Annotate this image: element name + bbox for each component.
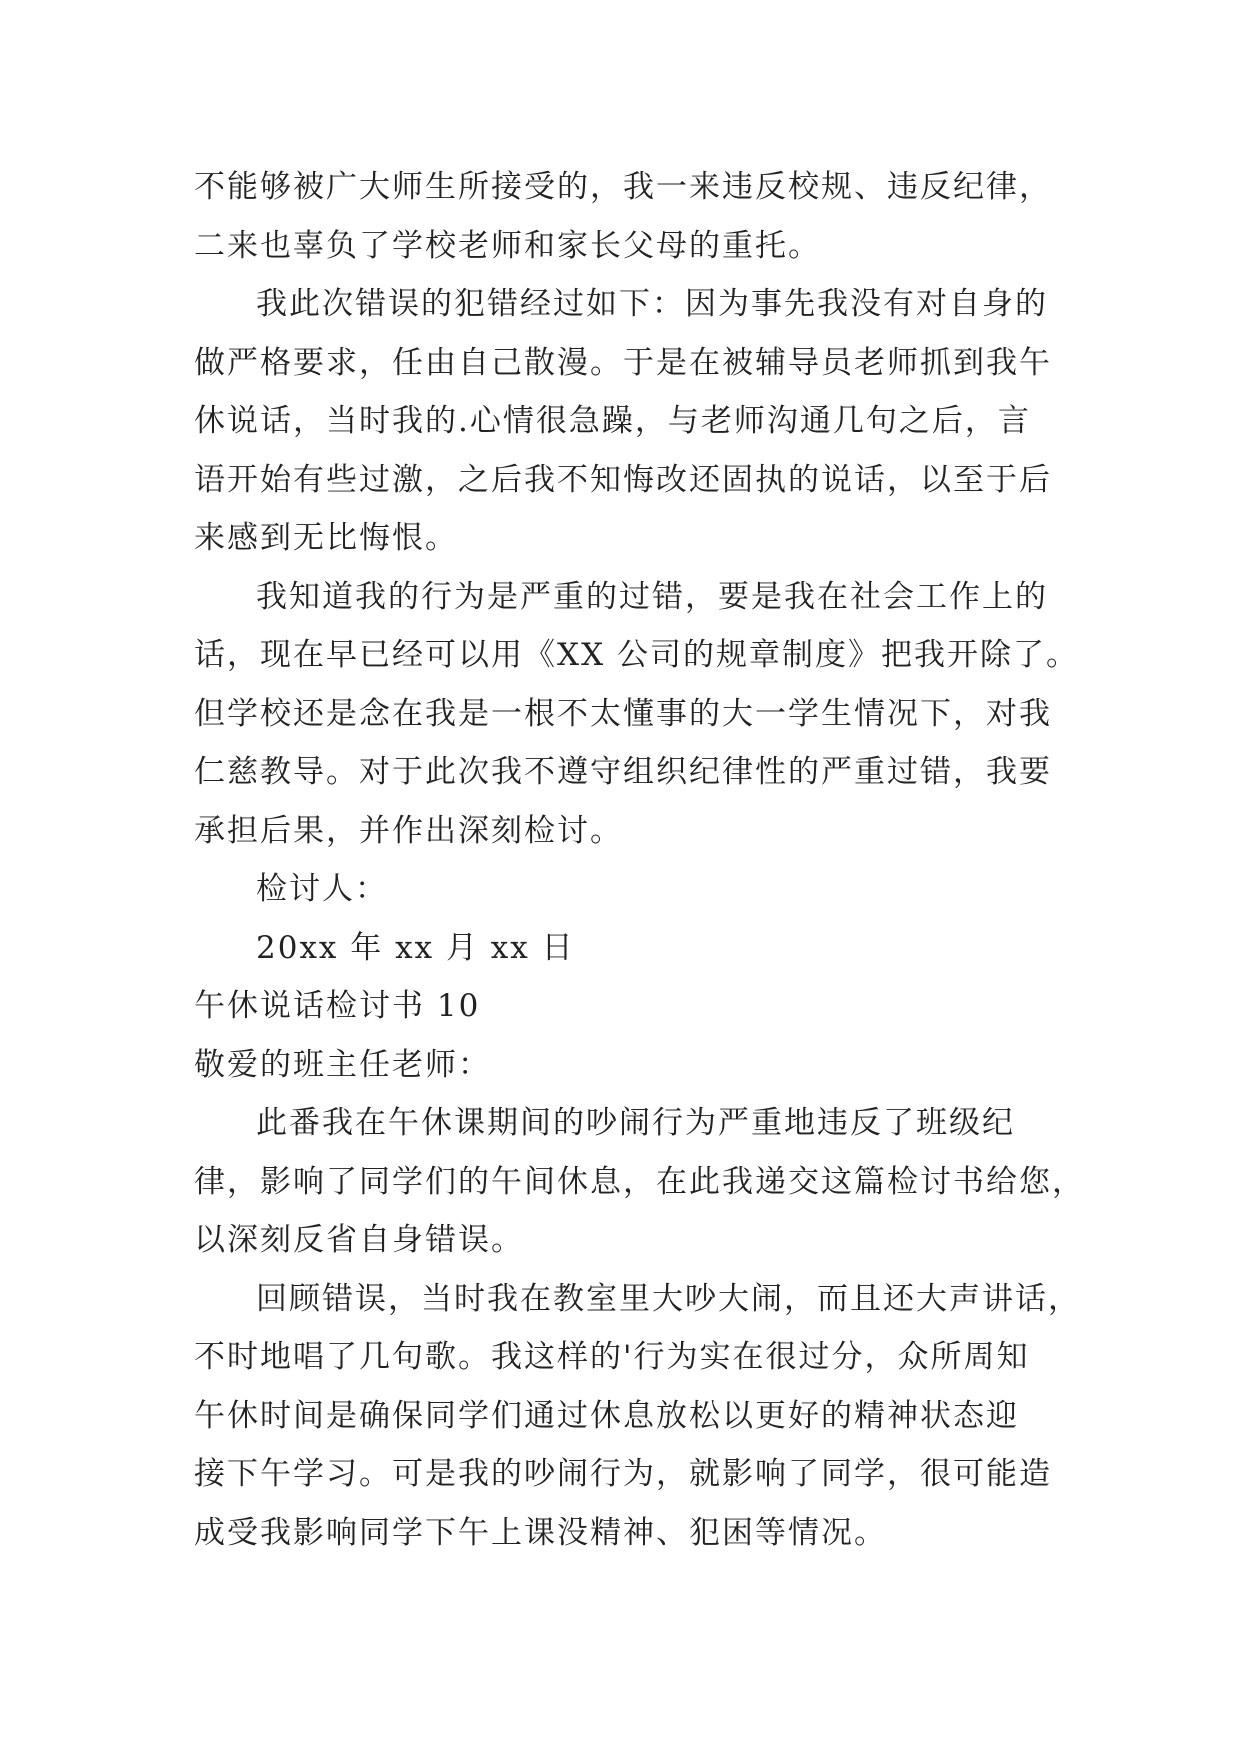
paragraph-start-line: 此番我在午休课期间的吵闹行为严重地违反了班级纪 <box>256 1105 1015 1141</box>
text-line: 来感到无比悔恨。 <box>194 520 458 556</box>
text-line: 承担后果，并作出深刻检讨。 <box>194 812 623 849</box>
text-line: 不能够被广大师生所接受的，我一来违反校规、违反纪律， <box>194 169 1052 205</box>
text-line: 做严格要求，任由自己散漫。于是在被辅导员老师抓到我午 <box>194 344 1052 381</box>
text-line: 但学校还是念在我是一根不太懂事的大一学生情况下，对我 <box>194 695 1052 732</box>
paragraph-start-line: 我此次错误的犯错经过如下：因为事先我没有对自身的 <box>256 286 1048 322</box>
signature-label: 检讨人： <box>256 871 388 907</box>
text-line: 不时地唱了几句歌。我这样的'行为实在很过分，众所周知 <box>194 1339 1030 1375</box>
section-title: 午休说话检讨书 10 <box>194 988 481 1024</box>
text-line: 话，现在早已经可以用《XX 公司的规章制度》把我开除了。 <box>194 637 1079 673</box>
text-line: 以深刻反省自身错误。 <box>194 1222 524 1258</box>
text-line: 成受我影响同学下午上课没精神、犯困等情况。 <box>194 1514 887 1551</box>
text-line: 语开始有些过激，之后我不知悔改还固执的说话，以至于后 <box>194 461 1052 498</box>
paragraph-start-line: 我知道我的行为是严重的过错，要是我在社会工作上的 <box>256 578 1048 615</box>
document-body <box>194 158 1085 1562</box>
text-line: 休说话，当时我的.心情很急躁，与老师沟通几句之后，言 <box>194 403 1031 439</box>
text-line: 午休时间是确保同学们通过休息放松以更好的精神状态迎 <box>194 1397 1019 1434</box>
text-line: 律，影响了同学们的午间休息，在此我递交这篇检讨书给您， <box>194 1163 1085 1200</box>
paragraph-start-line: 回顾错误，当时我在教室里大吵大闹，而且还大声讲话， <box>256 1280 1081 1317</box>
salutation: 敬爱的班主任老师： <box>194 1046 491 1083</box>
signature-date: 20xx 年 xx 月 xx 日 <box>256 929 575 966</box>
text-line: 仁慈教导。对于此次我不遵守组织纪律性的严重过错，我要 <box>194 754 1052 790</box>
text-line: 二来也辜负了学校老师和家长父母的重托。 <box>194 227 821 264</box>
text-line: 接下午学习。可是我的吵闹行为，就影响了同学，很可能造 <box>194 1456 1052 1492</box>
